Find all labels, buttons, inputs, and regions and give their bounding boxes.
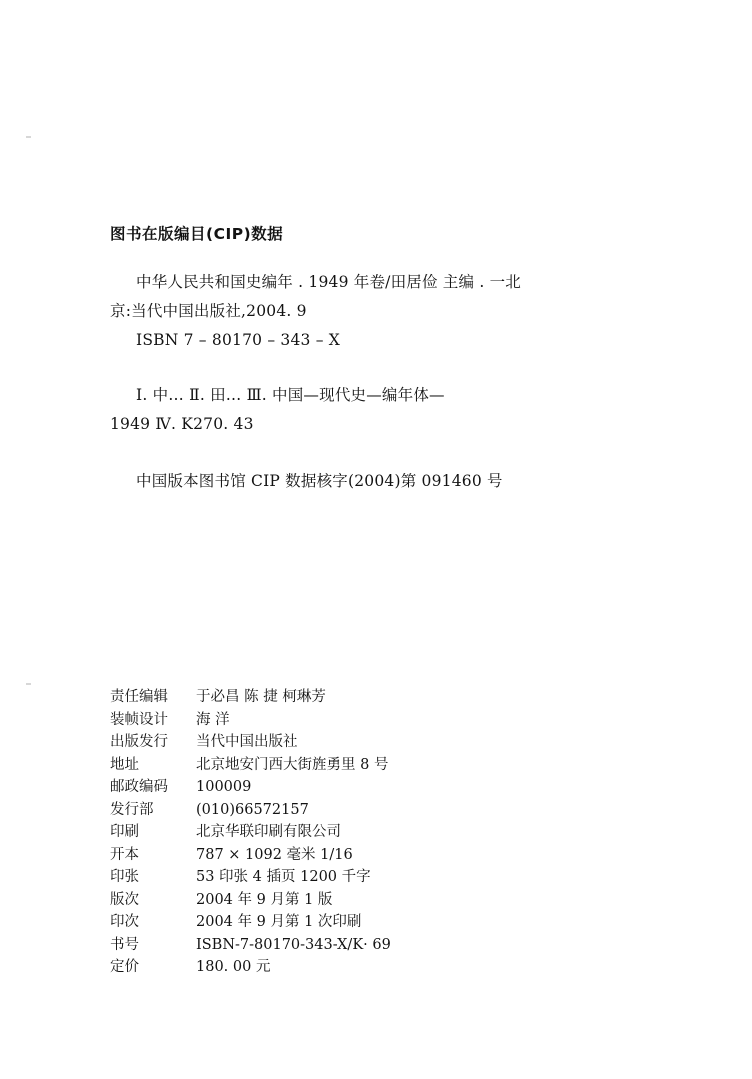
colophon-label: 定价 xyxy=(110,959,139,975)
colophon-value: 北京地安门西大街旌勇里 8 号 xyxy=(196,756,389,773)
colophon-label: 版次 xyxy=(110,891,139,908)
scan-artifact-top xyxy=(26,136,31,138)
colophon-value: 53 印张 4 插页 1200 千字 xyxy=(196,869,371,885)
colophon-value: 海 洋 xyxy=(196,711,230,728)
colophon-value: 2004 年 9 月第 1 次印刷 xyxy=(196,914,362,930)
colophon-row xyxy=(110,934,630,957)
colophon-label: 书号 xyxy=(110,936,139,953)
colophon-row xyxy=(110,844,630,867)
cip-classification-line-1: Ⅰ. 中… Ⅱ. 田… Ⅲ. 中国—现代史—编年体— xyxy=(136,386,445,404)
colophon-block xyxy=(110,686,630,979)
cip-isbn-line: ISBN 7 – 80170 – 343 – X xyxy=(136,331,341,349)
cip-entry-line-2: 京:当代中国出版社,2004. 9 xyxy=(110,302,307,320)
colophon-row xyxy=(110,686,630,709)
colophon-value: 180. 00 元 xyxy=(196,959,271,975)
cip-classification xyxy=(110,383,630,437)
cip-check-number: 中国版本图书馆 CIP 数据核字(2004)第 091460 号 xyxy=(136,472,503,490)
colophon-value: 2004 年 9 月第 1 版 xyxy=(196,891,333,908)
colophon-row xyxy=(110,776,630,799)
colophon-value: ISBN-7-80170-343-X/K· 69 xyxy=(196,936,391,953)
colophon-value: 100009 xyxy=(196,779,252,795)
colophon-label: 印张 xyxy=(110,869,139,885)
colophon-label: 发行部 xyxy=(110,801,154,818)
colophon-value: 北京华联印刷有限公司 xyxy=(196,824,341,840)
colophon-row xyxy=(110,866,630,889)
colophon-row xyxy=(110,889,630,912)
colophon-row xyxy=(110,799,630,822)
colophon-label: 邮政编码 xyxy=(110,779,168,795)
cip-entry-line-1: 中华人民共和国史编年 . 1949 年卷/田居俭 主编 . 一北 xyxy=(136,273,521,291)
colophon-label: 出版发行 xyxy=(110,734,168,750)
colophon-row xyxy=(110,821,630,844)
colophon-label: 开本 xyxy=(110,846,139,863)
cip-block xyxy=(110,222,630,498)
colophon-value: 787 × 1092 毫米 1/16 xyxy=(196,846,353,863)
colophon-label: 装帧设计 xyxy=(110,711,168,728)
colophon-row xyxy=(110,731,630,754)
colophon-row xyxy=(110,709,630,732)
colophon-row xyxy=(110,754,630,777)
cip-classification-line-2: 1949 Ⅳ. K270. 43 xyxy=(110,415,254,433)
cip-heading: 图书在版编目(CIP)数据 xyxy=(110,225,284,243)
colophon-row xyxy=(110,911,630,934)
colophon-label: 印刷 xyxy=(110,824,139,840)
colophon-label: 地址 xyxy=(110,756,139,773)
colophon-value: 于必昌 陈 捷 柯琳芳 xyxy=(196,689,326,705)
colophon-label: 印次 xyxy=(110,914,139,930)
colophon-row xyxy=(110,956,630,979)
colophon-label: 责任编辑 xyxy=(110,689,168,705)
scan-artifact-bottom xyxy=(26,683,31,685)
colophon-value: (010)66572157 xyxy=(196,801,309,818)
colophon-value: 当代中国出版社 xyxy=(196,734,298,750)
